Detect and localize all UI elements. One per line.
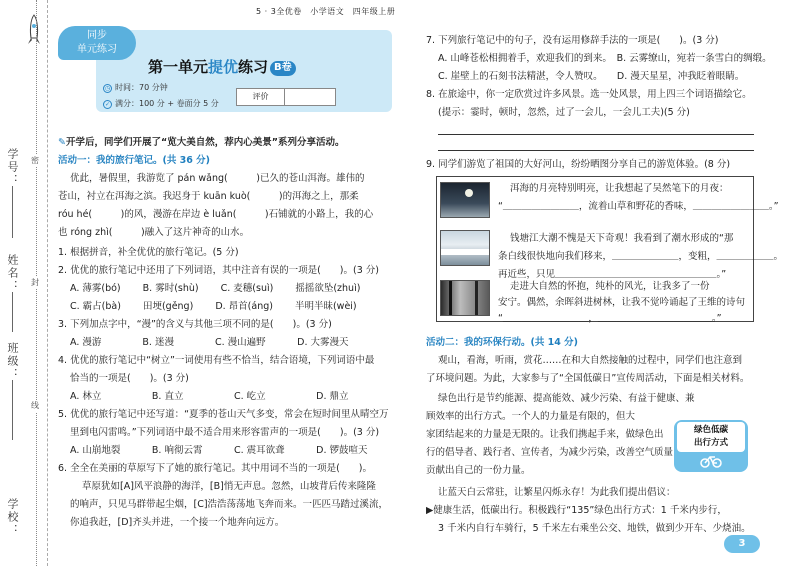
- paper-version-badge: B卷: [270, 61, 296, 76]
- seal-marker: 封: [31, 278, 39, 287]
- score-icon: ✓: [104, 101, 111, 108]
- share-blank[interactable]: “＿＿＿＿＿＿＿＿＿，＿＿＿＿＿＿＿＿＿＿＿＿。”: [498, 313, 722, 324]
- moon-lake-photo: [440, 182, 490, 218]
- school-label: 学校：: [5, 498, 19, 537]
- material-text: 顾效率的出行方式。一个人的力量是有限的，但大: [426, 411, 636, 422]
- page-number: 3: [724, 535, 760, 553]
- material-text: 家团结起来的力量是无限的。让我们携起手来，做绿色出: [426, 429, 664, 440]
- share-text: 安宁。偶然，余晖斜进树林，让我不觉吟诵起了王维的诗句: [498, 297, 746, 308]
- share-text: 洱海的月亮特别明亮，让我想起了吴然笔下的月夜：: [510, 183, 729, 194]
- share-text: 走进大自然的怀抱，纯朴的风光，让我多了一份: [510, 281, 710, 292]
- question-4: 恰当的一项是( )。(3 分): [70, 373, 189, 384]
- seal-marker: 线: [31, 401, 39, 410]
- note-line: 苍山，衬立在洱海之滨。我迟身于 kuān kuò( )的洱海之上，那柔: [58, 191, 359, 202]
- question-8: 8. 在旅途中，你一定欣赏过许多风景。选一处风景，用上四三个词语描绘它。: [426, 89, 752, 100]
- share-blank[interactable]: 再近些，只见＿＿＿＿＿＿＿＿＿＿＿＿＿＿＿＿＿。”: [498, 269, 727, 280]
- question-4-options[interactable]: A. 林立 B. 直立 C. 屹立 D. 鼎立: [70, 391, 349, 402]
- question-3-options[interactable]: A. 漫游 B. 迷漫 C. 漫山遍野 D. 大雾漫天: [70, 337, 349, 348]
- clock-icon: ◷: [104, 85, 111, 92]
- forest-photo: [440, 280, 490, 316]
- question-6-text: 你追我赶，[D]齐头并进，一个接一个地奔向远方。: [70, 517, 285, 528]
- note-line: 优此，暑假里，我游览了 pán wǎng( )已久的苍山洱海。雄伟的: [70, 173, 365, 184]
- material-text: 贡献出自己的一份力量。: [426, 465, 531, 476]
- class-line: [12, 380, 13, 440]
- binding-strip: [0, 0, 48, 566]
- activity-2-text: 观山，看海，听雨，赏花……在和大自然接触的过程中，同学们也注意到: [438, 355, 743, 366]
- answer-line[interactable]: [438, 150, 754, 151]
- intro-text: ✎开学后，同学们开展了“览大美自然，荐内心美景”系列分享活动。: [58, 137, 345, 148]
- activity-2-text: 了环境问题。为此，大家参与了“全国低碳日”宣传周活动，下面是相关材料。: [426, 373, 750, 384]
- proposal-text: ▶健康生活，低碳出行。积极践行“135”绿色出行方式：1 千米内步行，: [426, 505, 727, 516]
- question-6: 6. 全全在美丽的草原写下了她的旅行笔记。其中用词不当的一项是( )。: [58, 463, 372, 474]
- share-blank[interactable]: “＿＿＿＿＿＿＿＿，流着山草和野花的香味，＿＿＿＿＿＿＿＿。”: [498, 201, 779, 212]
- time-info: ◷ 时间：70 分钟: [104, 83, 168, 92]
- rating-field[interactable]: [285, 89, 335, 105]
- material-text: 行的倡导者、践行者、宣传者，为减少污染，改善空气质量: [426, 447, 674, 458]
- question-7: 7. 下列旅行笔记中的句子，没有运用修辞手法的一项是( )。(3 分): [426, 35, 719, 46]
- material-text: 绿色出行是节约能源、提高能效、减少污染、有益于健康、兼: [438, 393, 695, 404]
- note-line: róu hé( )的风，漫游在岸边 è luǎn( )石铺就的小路上，我的心: [58, 209, 374, 220]
- question-7-options[interactable]: A. 山峰苍松相拥着手，欢迎我们的到来。 B. 云雾缭山，宛若一条雪白的绸缎。: [438, 53, 772, 64]
- tide-photo: [440, 230, 490, 266]
- share-text: 钱塘江大潮不愧是天下奇观！我看到了潮水形成的“那: [510, 233, 734, 244]
- question-1: 1. 根据拼音，补全优优的旅行笔记。(5 分): [58, 247, 239, 258]
- question-3: 3. 下列加点字中，“漫”的含义与其他三项不同的是( )。(3 分): [58, 319, 332, 330]
- activity-2-heading: 活动二：我的环保行动。(共 14 分): [426, 337, 579, 348]
- share-blank[interactable]: 条白线很快地向我们移来，＿＿＿＿＿＿＿，变粗，＿＿＿＿＿＿。: [498, 251, 784, 262]
- question-2-options[interactable]: A. 薄雾(bó) B. 雾时(shù) C. 麦穗(suì) 摇摇欲坠(zhuì): [70, 283, 361, 294]
- question-6-text: 的响声，只见马群带起尘烟，[C]浩浩荡荡地飞奔而来。一匹匹马踏过溪流，: [70, 499, 389, 510]
- question-5: 5. 优优的旅行笔记中还写道：“夏季的苍山天气多变，常会在短时间里从晴空万: [58, 409, 389, 420]
- question-5-options[interactable]: A. 山崩地裂 B. 响彻云霄 C. 震耳欲聋 D. 锣鼓喧天: [70, 445, 368, 456]
- proposal-text: 3 千米内自行车骑行，5 千米左右乘坐公交、地铁，做到少开车、少烧油。: [438, 523, 751, 534]
- green-travel-card: 绿色低碳 出行方式: [674, 420, 748, 472]
- book-info: 5 · 3全优卷 小学语文 四年级上册: [256, 7, 396, 16]
- unit-badge: 同步 单元练习: [58, 26, 136, 60]
- rating-box[interactable]: 评价: [236, 88, 336, 106]
- page-title: 第一单元提优练习 B卷: [148, 57, 296, 79]
- answer-line[interactable]: [438, 134, 754, 135]
- student-id-line: [12, 186, 13, 238]
- name-line: [12, 292, 13, 332]
- score-info: ✓ 满分：100 分 + 卷面分 5 分: [104, 99, 219, 108]
- seal-marker: 密: [31, 156, 39, 165]
- question-4: 4. 优优的旅行笔记中“树立”一词使用有些不恰当，结合语境，下列词语中最: [58, 355, 375, 366]
- question-9: 9. 同学们游览了祖国的大好河山，纷纷晒图分享自己的游览体验。(8 分): [426, 159, 731, 170]
- activity-1-heading: 活动一：我的旅行笔记。(共 36 分): [58, 155, 211, 166]
- question-6-text: 草原犹如[A]风平浪静的海洋，[B]悄无声息。忽然，山坡背后传来隆隆: [82, 481, 376, 492]
- rocket-icon: [26, 14, 42, 48]
- question-5: 里到电闪雷鸣。”下列词语中最不适合用来形容雷声的一项是( )。(3 分): [70, 427, 380, 438]
- question-2-options[interactable]: C. 霸占(bà) 田埂(gěng) D. 昂首(áng) 半明半昧(wèi): [70, 301, 357, 312]
- bicycle-icon: [700, 454, 722, 468]
- name-label: 姓名：: [5, 254, 19, 293]
- question-8-hint: (提示：霎时，顿时，忽然，过了一会儿，一会儿工夫)(5 分): [438, 107, 690, 118]
- note-line: 也 róng zhì( )融入了这片神奇的山水。: [58, 227, 250, 238]
- slogan: 让蓝天白云常驻，让繁星闪烁永存！为此我们提出倡议：: [438, 487, 676, 498]
- question-2: 2. 优优的旅行笔记中还用了下列词语，其中注音有误的一项是( )。(3 分): [58, 265, 379, 276]
- question-7-options[interactable]: C. 崖壁上的石刻书法精湛，令人赞叹。 D. 漫天星星，冲我眨着眼睛。: [438, 71, 745, 82]
- student-id-label: 学号：: [5, 148, 19, 187]
- class-label: 班级：: [5, 342, 19, 381]
